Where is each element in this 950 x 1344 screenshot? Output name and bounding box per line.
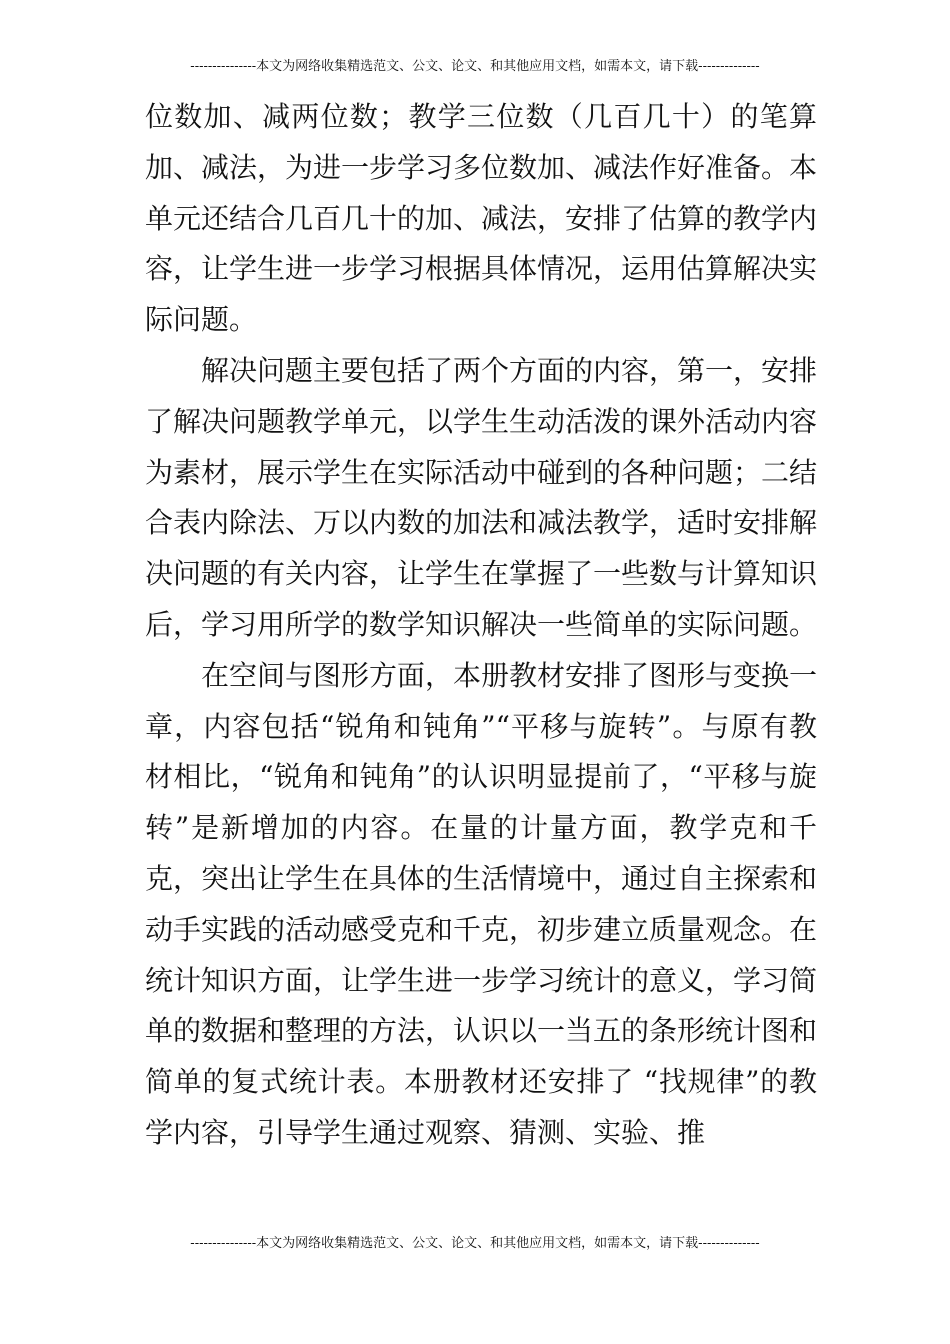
paragraph-2: 解决问题主要包括了两个方面的内容，第一，安排了解决问题教学单元，以学生生动活泼的课外活动内容为素材，展示学生在实际活动中碰到的各种问题；二结合表内除法、万以内数的加法和减法教学，适时安排解决问题的有关内容，让学生在掌握了一些数与计算知识后，学习用所学的数学知识解决一些简单的实际问题。 bbox=[145, 353, 818, 641]
footer-banner: ---------------本文为网络收集精选范文、公文、论文、和其他应用文档，如需本文，请下载-------------- bbox=[190, 1236, 760, 1251]
header-banner: ---------------本文为网络收集精选范文、公文、论文、和其他应用文档，如需本文，请下载-------------- bbox=[190, 59, 760, 74]
paragraph-1: 位数加、减两位数；教学三位数（几百几十）的笔算加、减法，为进一步学习多位数加、减法作好准备。本单元还结合几百几十的加、减法，安排了估算的教学内容，让学生进一步学习根据具体情况，运用估算解决实际问题。 bbox=[145, 100, 818, 337]
document-body bbox=[145, 92, 817, 1159]
paragraph-3: 在空间与图形方面，本册教材安排了图形与变换一章，内容包括“锐角和钝角”“平移与旋转”。与原有教材相比，“锐角和钝角”的认识明显提前了，“平移与旋转”是新增加的内容。在量的计量方面，教学克和千克，突出让学生在具体的生活情境中，通过自主探索和动手实践的活动感受克和千克，初步建立质量观念。在统计知识方面，让学生进一步学习统计的意义，学习简单的数据和整理的方法，认识以一当五的条形统计图和简单的复式统计表。本册教材还安排了 “找规律”的教学内容，引导学生通过观察、猜测、实验、推 bbox=[145, 658, 818, 1149]
